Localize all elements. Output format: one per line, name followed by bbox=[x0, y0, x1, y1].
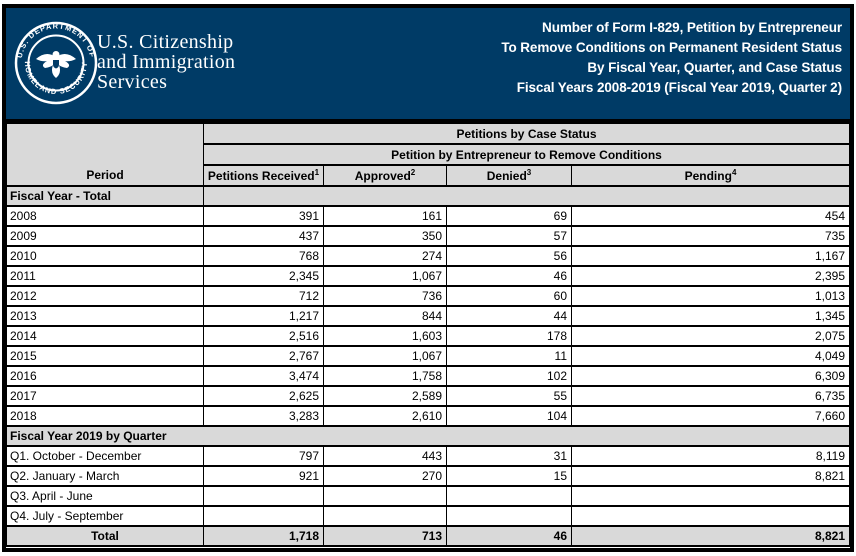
value-cell: 55 bbox=[447, 386, 572, 406]
agency-name-line: Services bbox=[97, 71, 168, 93]
footnote-marker: 1 bbox=[314, 167, 320, 177]
value-cell: 2,625 bbox=[204, 386, 324, 406]
period-cell: 2017 bbox=[7, 386, 204, 406]
value-cell: 2,589 bbox=[324, 386, 447, 406]
value-cell: 3,474 bbox=[204, 366, 324, 386]
value-cell bbox=[572, 506, 850, 526]
section-label: Fiscal Year - Total bbox=[7, 186, 204, 206]
period-cell: Q3. April - June bbox=[7, 486, 204, 506]
period-column-header: Period bbox=[7, 123, 204, 186]
value-cell: 1,067 bbox=[324, 346, 447, 366]
column-header-label: Denied bbox=[486, 168, 527, 183]
value-cell: 1,758 bbox=[324, 366, 447, 386]
value-cell bbox=[572, 486, 850, 506]
value-cell bbox=[204, 486, 324, 506]
group-header-petition-type: Petition by Entrepreneur to Remove Conditions bbox=[204, 144, 850, 165]
group-header-row-1 bbox=[7, 123, 850, 144]
section-header-row bbox=[7, 426, 850, 446]
total-value-cell: 1,718 bbox=[204, 526, 324, 546]
table-row bbox=[7, 386, 850, 406]
value-cell: 46 bbox=[447, 266, 572, 286]
table-row bbox=[7, 286, 850, 306]
period-cell: Q2. January - March bbox=[7, 466, 204, 486]
value-cell: 3,283 bbox=[204, 406, 324, 426]
column-header-approved bbox=[324, 165, 447, 186]
value-cell: 2,395 bbox=[572, 266, 850, 286]
period-cell: 2016 bbox=[7, 366, 204, 386]
value-cell: 60 bbox=[447, 286, 572, 306]
value-cell: 1,167 bbox=[572, 246, 850, 266]
value-cell: 57 bbox=[447, 226, 572, 246]
value-cell: 1,067 bbox=[324, 266, 447, 286]
period-cell: 2013 bbox=[7, 306, 204, 326]
value-cell: 1,603 bbox=[324, 326, 447, 346]
value-cell: 437 bbox=[204, 226, 324, 246]
total-value-cell: 46 bbox=[447, 526, 572, 546]
value-cell: 15 bbox=[447, 466, 572, 486]
period-cell: 2014 bbox=[7, 326, 204, 346]
value-cell bbox=[447, 486, 572, 506]
table-row bbox=[7, 406, 850, 426]
value-cell: 270 bbox=[324, 466, 447, 486]
value-cell: 712 bbox=[204, 286, 324, 306]
value-cell: 735 bbox=[572, 226, 850, 246]
period-cell: 2018 bbox=[7, 406, 204, 426]
total-row bbox=[7, 526, 850, 546]
footnote-marker: 4 bbox=[731, 167, 737, 177]
value-cell: 6,735 bbox=[572, 386, 850, 406]
total-value-cell: 8,821 bbox=[572, 526, 850, 546]
value-cell bbox=[324, 486, 447, 506]
group-header-case-status: Petitions by Case Status bbox=[204, 123, 850, 144]
table-row bbox=[7, 446, 850, 466]
total-label: Total bbox=[7, 526, 204, 546]
petitions-table bbox=[6, 122, 850, 547]
value-cell: 1,345 bbox=[572, 306, 850, 326]
dhs-seal-icon bbox=[14, 21, 98, 105]
table-row bbox=[7, 366, 850, 386]
eagle-icon bbox=[36, 51, 76, 78]
table-row bbox=[7, 226, 850, 246]
value-cell: 454 bbox=[572, 206, 850, 226]
column-header-label: Petitions Received bbox=[207, 168, 315, 183]
column-header-denied bbox=[447, 165, 572, 186]
value-cell: 797 bbox=[204, 446, 324, 466]
value-cell: 178 bbox=[447, 326, 572, 346]
column-header-label: Pending bbox=[684, 168, 732, 183]
seal-top-text: U.S. DEPARTMENT OF bbox=[14, 21, 98, 59]
value-cell: 443 bbox=[324, 446, 447, 466]
table-row bbox=[7, 486, 850, 506]
value-cell: 44 bbox=[447, 306, 572, 326]
value-cell: 274 bbox=[324, 246, 447, 266]
value-cell: 921 bbox=[204, 466, 324, 486]
value-cell: 8,821 bbox=[572, 466, 850, 486]
period-cell: 2012 bbox=[7, 286, 204, 306]
title-line: Fiscal Years 2008-2019 (Fiscal Year 2019, Quarter 2) bbox=[516, 80, 842, 95]
title-line: Number of Form I-829, Petition by Entrepreneur bbox=[542, 20, 842, 35]
section-label: Fiscal Year 2019 by Quarter bbox=[7, 426, 850, 446]
value-cell: 844 bbox=[324, 306, 447, 326]
section-filler bbox=[204, 186, 850, 206]
value-cell: 8,119 bbox=[572, 446, 850, 466]
table-row bbox=[7, 326, 850, 346]
value-cell: 4,049 bbox=[572, 346, 850, 366]
value-cell: 2,345 bbox=[204, 266, 324, 286]
period-cell: 2015 bbox=[7, 346, 204, 366]
value-cell: 69 bbox=[447, 206, 572, 226]
value-cell: 391 bbox=[204, 206, 324, 226]
period-cell: Q4. July - September bbox=[7, 506, 204, 526]
column-header-pending bbox=[572, 165, 850, 186]
value-cell: 11 bbox=[447, 346, 572, 366]
title-line: To Remove Conditions on Permanent Resident Status bbox=[501, 40, 842, 55]
value-cell: 6,309 bbox=[572, 366, 850, 386]
value-cell: 1,217 bbox=[204, 306, 324, 326]
value-cell: 1,013 bbox=[572, 286, 850, 306]
period-cell: 2009 bbox=[7, 226, 204, 246]
value-cell: 161 bbox=[324, 206, 447, 226]
period-cell: 2008 bbox=[7, 206, 204, 226]
period-cell: 2011 bbox=[7, 266, 204, 286]
value-cell: 2,767 bbox=[204, 346, 324, 366]
document-frame bbox=[2, 4, 854, 552]
table-row bbox=[7, 206, 850, 226]
agency-name-line: U.S. Citizenship bbox=[97, 31, 234, 53]
value-cell: 768 bbox=[204, 246, 324, 266]
table-row bbox=[7, 506, 850, 526]
value-cell bbox=[447, 506, 572, 526]
value-cell: 31 bbox=[447, 446, 572, 466]
value-cell bbox=[204, 506, 324, 526]
value-cell: 736 bbox=[324, 286, 447, 306]
table-row bbox=[7, 266, 850, 286]
value-cell: 7,660 bbox=[572, 406, 850, 426]
agency-name-line: and Immigration bbox=[97, 51, 236, 73]
table-row bbox=[7, 246, 850, 266]
table-row bbox=[7, 306, 850, 326]
value-cell: 56 bbox=[447, 246, 572, 266]
value-cell: 2,610 bbox=[324, 406, 447, 426]
column-header-petitions-received bbox=[204, 165, 324, 186]
table-row bbox=[7, 346, 850, 366]
period-cell: Q1. October - December bbox=[7, 446, 204, 466]
title-line: By Fiscal Year, Quarter, and Case Status bbox=[587, 60, 842, 75]
section-header-row bbox=[7, 186, 850, 206]
masthead bbox=[6, 8, 850, 122]
total-value-cell: 713 bbox=[324, 526, 447, 546]
table-row bbox=[7, 466, 850, 486]
column-header-label: Approved bbox=[354, 168, 411, 183]
period-cell: 2010 bbox=[7, 246, 204, 266]
value-cell bbox=[324, 506, 447, 526]
value-cell: 104 bbox=[447, 406, 572, 426]
value-cell: 2,516 bbox=[204, 326, 324, 346]
report-title bbox=[501, 18, 842, 98]
seal-bottom-text: HOMELAND SECURITY bbox=[22, 60, 90, 97]
value-cell: 350 bbox=[324, 226, 447, 246]
footnote-marker: 2 bbox=[410, 167, 416, 177]
agency-name bbox=[97, 32, 235, 92]
value-cell: 102 bbox=[447, 366, 572, 386]
value-cell: 2,075 bbox=[572, 326, 850, 346]
footnote-marker: 3 bbox=[526, 167, 532, 177]
